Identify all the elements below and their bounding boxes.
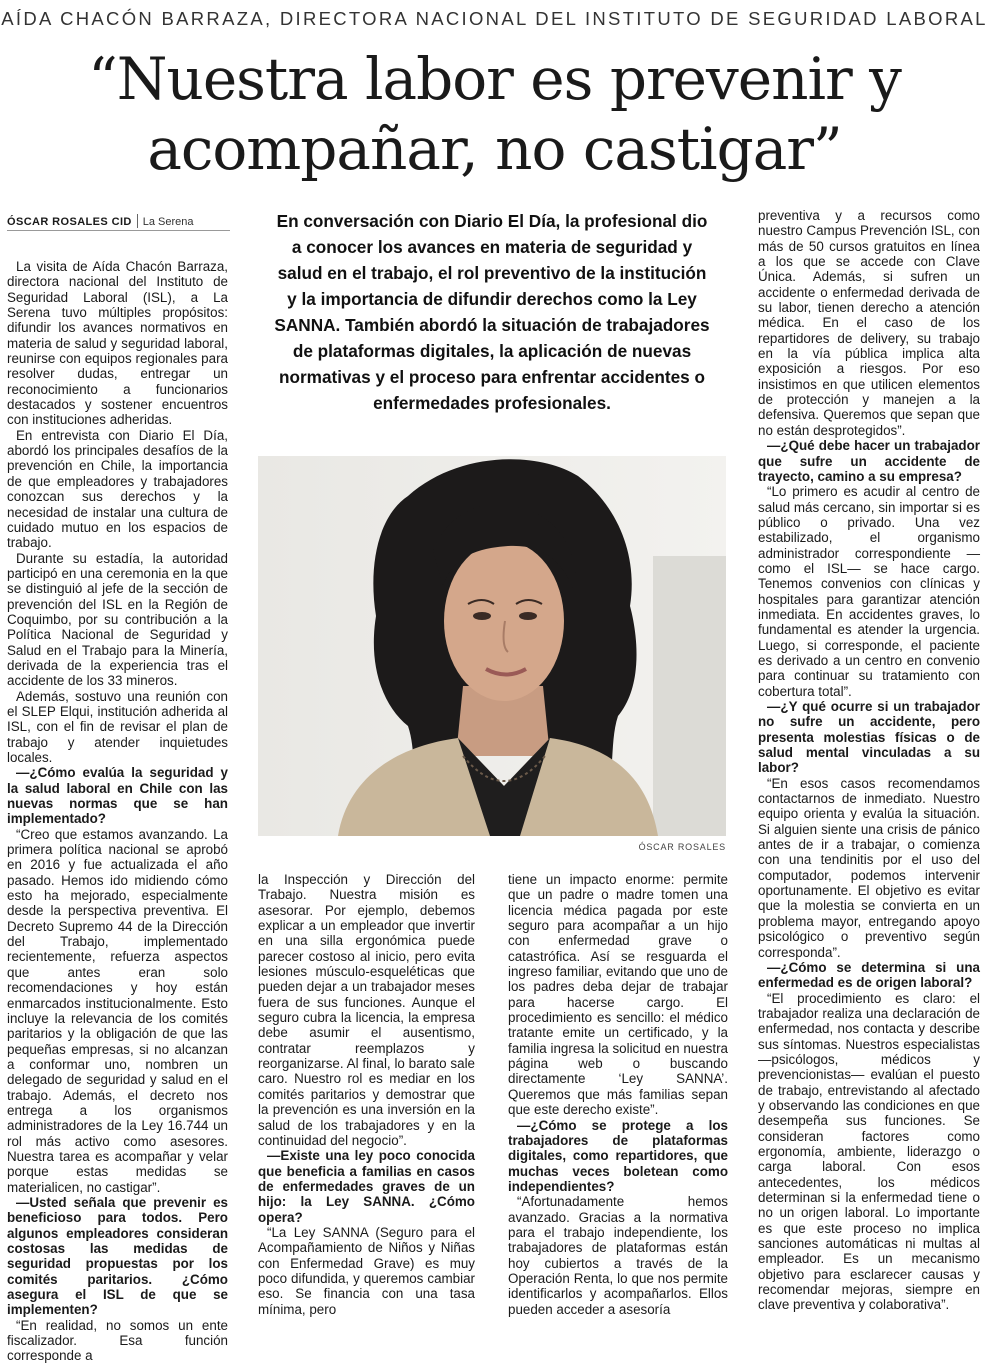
interview-answer: “En realidad, no somos un ente fiscalizador. Esa función corresponde a bbox=[7, 1317, 228, 1364]
column-1 bbox=[7, 259, 228, 1364]
headline-line-1: “Nuestra labor es prevenir y bbox=[88, 45, 901, 113]
interview-question: —¿Qué debe hacer un trabajador que sufre un accidente de trayecto, camino a su empresa? bbox=[758, 438, 980, 484]
paragraph: Durante su estadía, la autoridad participó en una ceremonia en la que se distinguió al jefe de la sección de prevención del ISL en la Región de Coquimbo, por su contribución a la Política Nacional de Seguridad y Salud en el Trabajo para la Minería, derivada de la experiencia tras el accidente de los 33 mineros. bbox=[7, 550, 228, 689]
interview-answer: “La Ley SANNA (Seguro para el Acompañamiento de Niños y Niñas con Enfermedad Grave) es muy poco difundida, y queremos cambiar eso. Se financia con una tasa mínima, pero bbox=[258, 1224, 475, 1317]
photo-credit: ÓSCAR ROSALES bbox=[638, 842, 726, 852]
interview-answer: preventiva y a recursos como nuestro Campus Prevención ISL, con más de 50 cursos gratuitos en línea a los que se accede con Clave Única. Además, si sufren un accidente o enfermedad derivada de su labor, tienen derecho a atención médica. En el caso de los repartidores de delivery, su trabajo en la vía pública implica alta exposición a riesgos. Por eso insistimos en que utilicen elementos de protección y manejen a la defensiva. Queremos que sepan que no están desprotegidos”. bbox=[758, 208, 980, 438]
column-2 bbox=[258, 872, 475, 1317]
interview-question: —Usted señala que prevenir es beneficioso para todos. Pero algunos empleadores consideran costosas las medidas de seguridad propuestas por los comités paritarios. ¿Cómo asegura el ISL de que se implementen? bbox=[7, 1194, 228, 1318]
article-kicker: AÍDA CHACÓN BARRAZA, DIRECTORA NACIONAL DEL INSTITUTO DE SEGURIDAD LABORAL bbox=[1, 8, 988, 29]
byline-divider bbox=[137, 214, 138, 228]
dateline-place: La Serena bbox=[142, 216, 194, 228]
interview-answer: “Lo primero es acudir al centro de salud más cercano, sin importar si es público o privado. Una vez estabilizado, el organismo administrador correspondiente —como el ISL— se hace cargo. Tenemos convenios con clínicas y hospitales para garantizar atención inmediata. En accidentes graves, lo fundamental es atender la urgencia. Luego, si corresponde, el paciente es derivado a un centro en convenio para continuar su tratamiento con cobertura total”. bbox=[758, 484, 980, 699]
interview-answer: “El procedimiento es claro: el trabajador realiza una declaración de enfermedad, nos contacta y describe sus síntomas. Nuestros especialistas —psicólogos, médicos y prevencionistas— evalúan el puesto de trabajo, entrevistando al afectado y observando las condiciones en que desempeña sus funciones. Se consideran factores como ergonomía, ambiente, liderazgo o carga laboral. Con esos antecedentes, los médicos determinan si la enfermedad tiene o no un origen laboral. Lo importante es que este proceso no implica sanciones automáticas ni multas al empleador. Es un mecanismo objetivo para esclarecer causas y recomendar mejoras, siempre en clave preventiva y colaborativa”. bbox=[758, 990, 980, 1313]
interview-question: —¿Cómo se protege a los trabajadores de plataformas digitales, como repartidores, que muchas veces boletean como independientes? bbox=[508, 1117, 728, 1194]
paragraph: Además, sostuvo una reunión con el SLEP Elqui, institución adherida al ISL, con el fin de revisar el plan de trabajo y atender inquietudes locales. bbox=[7, 688, 228, 765]
column-4 bbox=[758, 208, 980, 1313]
column-3 bbox=[508, 872, 728, 1317]
interview-question: —¿Cómo evalúa la seguridad y la salud laboral en Chile con las nuevas normas que se han implementado? bbox=[7, 765, 228, 827]
interview-question: —¿Y qué ocurre si un trabajador no sufre un accidente, pero presenta molestias físicas o de salud mental vinculadas a su labor? bbox=[758, 699, 980, 776]
interview-answer: “En esos casos recomendamos contactarnos de inmediato. Nuestro equipo orienta y evalúa la situación. Si alguien siente una crisis de pánico antes de ir a trabajar, o comienza con una tendinitis por el uso del computador, podemos intervenir oportunamente. El objetivo es evitar que la molestia se convierta en un problema mayor, entregando apoyo psicológico o preventivo según corresponda”. bbox=[758, 775, 980, 960]
headline-line-2: acompañar, no castigar” bbox=[147, 115, 842, 183]
article-lead: En conversación con Diario El Día, la profesional dio a conocer los avances en materia de seguridad y salud en el trabajo, el rol preventivo de la institución y la importancia de difundir derechos como la Ley SANNA. También abordó la situación de trabajadores de plataformas digitales, la aplicación de nuevas normativas y el proceso para enfrentar accidentes o enfermedades profesionales. bbox=[274, 211, 710, 413]
portrait-photo bbox=[258, 456, 726, 836]
article-headline bbox=[0, 44, 989, 184]
interview-answer: tiene un impacto enorme: permite que un padre o madre tomen una licencia médica pagada por este seguro para acompañar a un hijo con enfermedad grave o catastrófica. Así se resguarda el ingreso familiar, evitando que uno de los padres deba dejar de trabajar para hacerse cargo. El procedimiento es sencillo: el médico tratante emite un certificado, y la familia ingresa la solicitud en nuestra página web o buscando directamente ‘Ley SANNA’. Queremos que más familias sepan que este derecho existe”. bbox=[508, 872, 728, 1118]
interview-answer: “Afortunadamente hemos avanzado. Gracias a la normativa para el trabajo independiente, los trabajadores de plataformas están hoy cubiertos a través de la Operación Renta, lo que nos permite identificarlos y acompañarlos. Ellos pueden acceder a asesoría bbox=[508, 1194, 728, 1317]
interview-question: —¿Cómo se determina si una enfermedad es de origen laboral? bbox=[758, 959, 980, 991]
byline bbox=[7, 214, 230, 231]
interview-answer: “Creo que estamos avanzando. La primera política nacional se aprobó en 2016 y fue actualizada el año pasado. Hemos ido midiendo cómo esto ha mejorado, especialmente desde la perspectiva preventiva. El Decreto Supremo 44 de la Dirección del Trabajo, implementado recientemente, refuerza aspectos que antes eran solo recomendaciones y hoy están enmarcados institucionalmente. Esto incluye la relevancia de los comités paritarios y la obligación de que las pequeñas empresas, si no alcanzan a conformar uno, nombren un delegado de seguridad y salud en el trabajo. Además, el decreto nos entrega a los organismos administradores de la Ley 16.744 un rol más activo como asesores. Nuestra tarea es acompañar y velar porque estas medidas se materialicen, no castigar”. bbox=[7, 826, 228, 1195]
paragraph: En entrevista con Diario El Día, abordó los principales desafíos de la prevención en Chile, la importancia de que empleadores y trabajadores conozcan sus derechos y la necesidad de instalar una cultura de cuidado mutuo en los espacios de trabajo. bbox=[7, 427, 228, 551]
portrait-illustration bbox=[258, 456, 726, 836]
interview-question: —Existe una ley poco conocida que beneficia a familias en casos de enfermedades graves de un hijo: la Ley SANNA. ¿Cómo opera? bbox=[258, 1148, 475, 1225]
interview-answer: la Inspección y Dirección del Trabajo. Nuestra misión es asesorar. Por ejemplo, debemos explicar a un empleador que invertir en una silla ergonómica puede parecer costoso al inicio, pero evita lesiones músculo-esqueléticas que pueden dejar a un trabajador meses fuera de sus funciones. Aunque el seguro cubra la licencia, la empresa debe asumir el ausentismo, contratar reemplazos y reorganizarse. Al final, lo barato sale caro. Nuestro rol es mediar en los comités paritarios y demostrar que la prevención es una inversión en la salud de los trabajadores y en la continuidad del negocio”. bbox=[258, 872, 475, 1148]
author-name: ÓSCAR ROSALES CID bbox=[7, 216, 132, 228]
paragraph: La visita de Aída Chacón Barraza, directora nacional del Instituto de Seguridad Laboral (ISL), a La Serena tuvo múltiples propósitos: difundir los avances normativos en materia de salud y seguridad laboral, reunirse con equipos regionales para resolver dudas, entregar un reconocimiento a funcionarios destacados y sostener encuentros con instituciones adheridas. bbox=[7, 259, 228, 428]
